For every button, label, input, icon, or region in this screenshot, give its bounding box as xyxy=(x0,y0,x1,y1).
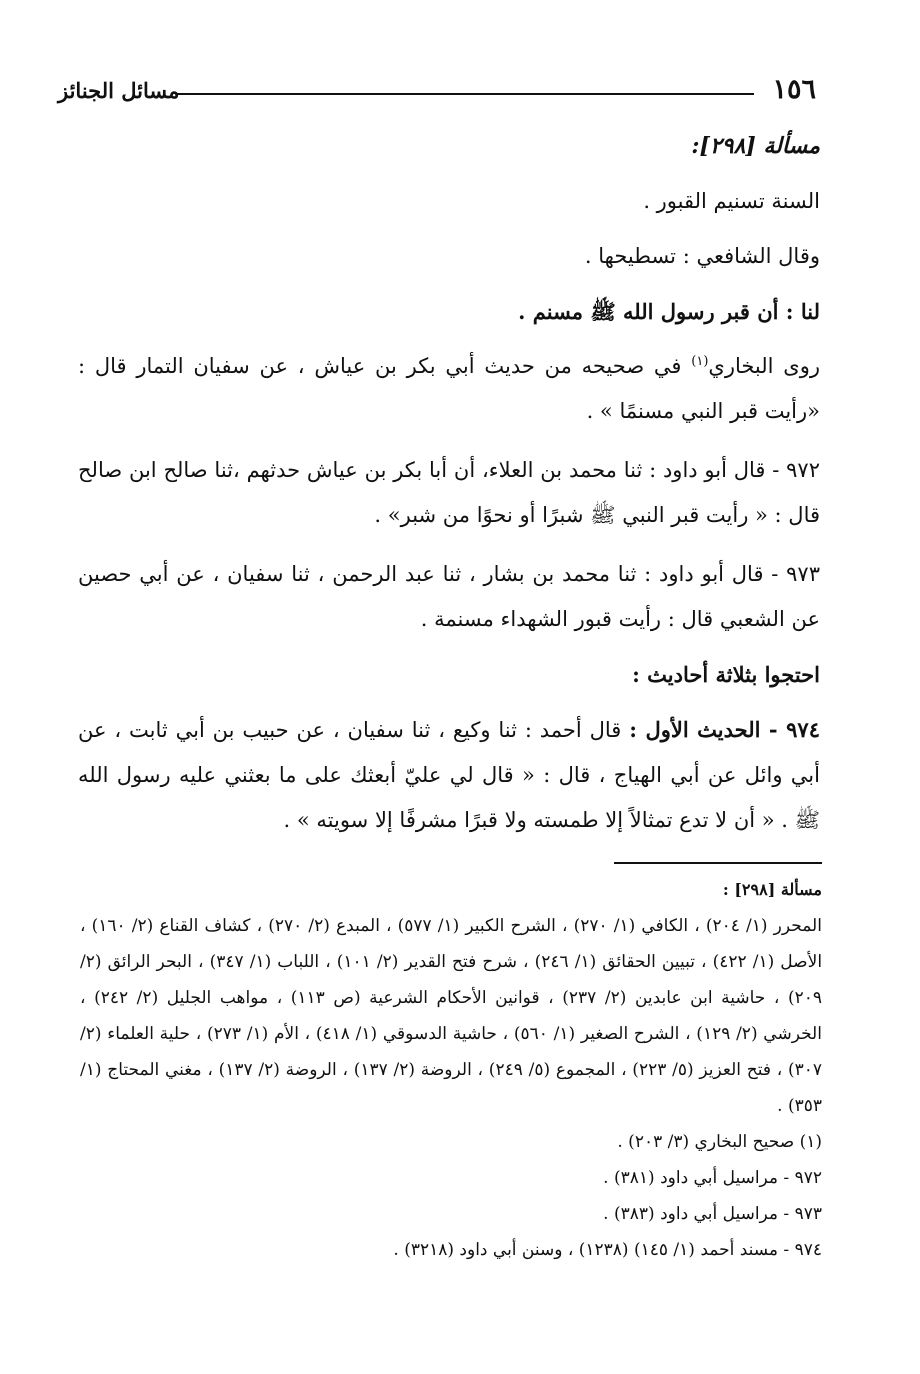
hadith-974-label: ٩٧٤ - الحديث الأول : xyxy=(629,717,820,742)
footnote-1: (١) صحيح البخاري (٣/ ٢٠٣) . xyxy=(617,1132,822,1152)
page-number: ١٥٦ xyxy=(772,74,816,105)
page-header xyxy=(58,74,820,112)
statement: السنة تسنيم القبور . xyxy=(643,189,820,213)
footnote-973: ٩٧٣ - مراسيل أبي داود (٣٨٣) . xyxy=(603,1204,822,1224)
hadith-974-text: قال أحمد : ثنا وكيع ، ثنا سفيان ، عن حبيب بن أبي ثابت ، عن أبي وائل عن أبي الهياج ، قال : « قال لي عليّ أبعثك على ما بعثني عليه رسول الله ﷺ . « أن لا تدع تمثالاً إلا طمسته ولا قبرًا مشرفًا إلا سويته » . xyxy=(78,718,820,832)
footnote-972: ٩٧٢ - مراسيل أبي داود (٣٨١) . xyxy=(603,1168,822,1188)
footnotes xyxy=(80,872,822,1268)
hadith-973: ٩٧٣ - قال أبو داود : ثنا محمد بن بشار ، ثنا عبد الرحمن ، ثنا سفيان ، عن أبي حصين عن الشعبي قال : رأيت قبور الشهداء مسنمة . xyxy=(78,562,820,631)
footnote-references: المحرر (١/ ٢٠٤) ، الكافي (١/ ٢٧٠) ، الشرح الكبير (١/ ٥٧٧) ، المبدع (٢/ ٢٧٠) ، كشاف القناع (٢/ ١٦٠) ، الأصل (١/ ٤٢٢) ، تبيين الحقائق (١/ ٢٤٦) ، شرح فتح القدير (٢/ ١٠١) ، اللباب (١/ ٣٤٧) ، البحر الرائق (٢/ ٢٠٩) ، حاشية ابن عابدين (٢/ ٢٣٧) ، قوانين الأحكام الشرعية (ص ١١٣) ، مواهب الجليل (٢/ ٢٤٢) ، الخرشي (٢/ ١٢٩) ، الشرح الصغير (١/ ٥٦٠) ، حاشية الدسوقي (١/ ٤١٨) ، الأم (١/ ٢٧٣) ، حلية العلماء (٢/ ٣٠٧) ، فتح العزيز (٥/ ٢٢٣) ، المجموع (٥/ ٢٤٩) ، الروضة (٢/ ١٣٧) ، الروضة (٢/ ١٣٧) ، مغني المحتاج (١/ ٣٥٣) . xyxy=(80,916,823,1116)
footnote-separator xyxy=(614,862,822,864)
header-rule xyxy=(176,93,754,95)
hadith-972: ٩٧٢ - قال أبو داود : ثنا محمد بن العلاء، أن أبا بكر بن عياش حدثهم ،ثنا صالح ابن صالح قال : « رأيت قبر النبي ﷺ شبرًا أو نحوًا من شبر» . xyxy=(78,458,820,527)
issue-heading: مسألة [٢٩٨]: xyxy=(691,133,820,159)
bukhari-paragraph xyxy=(78,344,820,434)
footnote-974: ٩٧٤ - مسند أحمد (١/ ١٤٥) (١٢٣٨) ، وسنن أبي داود (٣٢١٨) . xyxy=(393,1240,822,1260)
our-evidence: لنا : أن قبر رسول الله ﷺ مسنم . xyxy=(518,299,820,324)
bukhari-lead: روى البخاري xyxy=(708,354,820,378)
running-title: مسائل الجنائز xyxy=(58,78,180,103)
footnote-issue-label: مسألة [٢٩٨] : xyxy=(722,880,822,899)
hadith-974 xyxy=(78,707,820,843)
shafii-view: وقال الشافعي : تسطيحها . xyxy=(584,244,820,268)
footnote-ref: (١) xyxy=(691,354,709,369)
argued-heading: احتجوا بثلاثة أحاديث : xyxy=(632,662,820,687)
bukhari-text: في صحيحه من حديث أبي بكر بن عياش ، عن سفيان التمار قال : «رأيت قبر النبي مسنمًا » . xyxy=(78,354,820,423)
main-text xyxy=(78,124,820,843)
